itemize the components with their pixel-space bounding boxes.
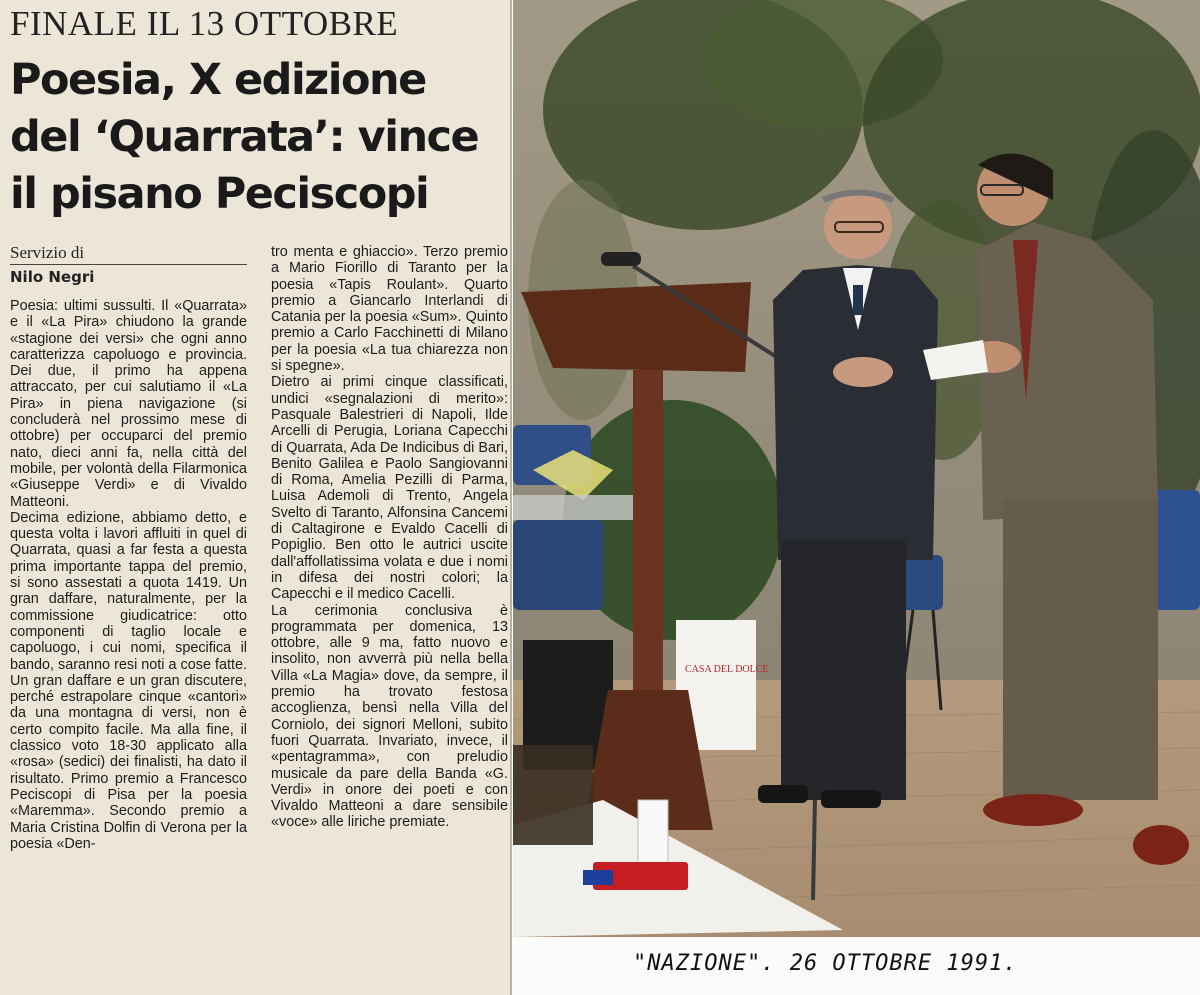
microphone-icon: [601, 252, 641, 266]
caption-strip: [513, 937, 1200, 995]
paragraph: Decima edizione, abbiamo detto, e questa volta i lavori affluiti in quel di Quarrata, quasi a far festa a questa prima importante tappa del premio, si sono assestati a quota 1419. Un gran daffare, naturalmente, per la commissione giudicatrice: otto componenti di taglio locale e capoluogo, i cui nomi, specifica il bando, saranno resi noti a cose fatte. Un gran daffare e un gran discutere, perché estrapolare cinque «cantori» da una montagna di versi, non è certo compito facile. Ma alla fine, il classico voto 18-30 applicato alla «rosa» (sedici) dei finalisti, ha dato il risultato. Primo premio a Francesco Peciscopi di Pisa per la poesia «Maremma». Secondo premio a Maria Cristina Dolfin di Verona per la poesia «Den-: [10, 509, 247, 852]
article-column-1: [10, 298, 247, 852]
paragraph: Poesia: ultimi sussulti. Il «Quarrata» e il «La Pira» chiudono la grande «stagione dei versi» che ogni anno caratterizza capoluogo e provincia. Dei due, il primo ha appena attraccato, per cui salutiamo il «La Pira» in piena navigazione (si concluderà nel prossimo mese di ottobre) per occuparci del premio nato, dieci anni fa, nella città del mobile, per volontà della Filarmonica «Giuseppe Verdi» e di Vivaldo Matteoni.: [10, 298, 247, 510]
bag-label: CASA DEL DOLCE: [685, 664, 769, 675]
newspaper-clipping: [0, 0, 512, 995]
award-ceremony-photo: [513, 0, 1200, 937]
byline-author: Nilo Negri: [10, 268, 95, 286]
byline: [10, 243, 247, 287]
article-kicker: FINALE IL 13 OTTOBRE: [10, 4, 399, 43]
headline-line: del ‘Quarrata’: vince: [10, 112, 479, 162]
photo-caption: "NAZIONE". 26 OTTOBRE 1991.: [633, 951, 1018, 976]
paragraph: La cerimonia conclusiva è programmata per domenica, 13 ottobre, alle 9 ma, fatto nuovo e insolito, non avverrà più nella bella Villa «La Magia» dove, da sempre, il premio ha trovato festosa accoglienza, bensì nella Villa del Corniolo, dei signori Melloni, subito fuori Quarrata. Invariato, invece, il «pentagramma», con preludio musicale da pare della Banda «G. Verdi» in onore dei poeti e con Vivaldo Matteoni a dare sensibile «voce» alle liriche premiate.: [271, 602, 508, 831]
byline-label: Servizio di: [10, 243, 247, 265]
headline-line: il pisano Peciscopi: [10, 169, 429, 219]
photo-illustration: [513, 0, 1200, 937]
paragraph: tro menta e ghiaccio». Terzo premio a Mario Fiorillo di Taranto per la poesia «Tapis Roulant». Quarto premio a Giancarlo Interlandi di Catania per la poesia «Sum». Quinto premio a Carlo Facchinetti di Milano per la poesia «La tua chiarezza non si spegne».: [271, 244, 508, 375]
foil-package: [513, 495, 633, 520]
article-column-2: [271, 244, 508, 831]
article-headline: [10, 52, 510, 223]
paragraph: Dietro ai primi cinque classificati, undici «segnalazioni di merito»: Pasquale Balestrieri di Napoli, Ilde Arcelli di Perugia, Loriana Capecchi di Quarrata, Ada De Indicibus di Bari, Benito Galilea e Paolo Sangiovanni di Roma, Amelia Pezilli di Parma, Luisa Ademoli di Trento, Angela Svelto di Taranto, Alfonsina Cancemi di Caltagirone e Evaldo Cacelli di Popiglio. Ben otto le autrici uscite dall'affollatissima volata e due i nomi in difesa dei nostri colori; la Capecchi e il medico Cacelli.: [271, 374, 508, 603]
headline-line: Poesia, X edizione: [10, 55, 426, 105]
